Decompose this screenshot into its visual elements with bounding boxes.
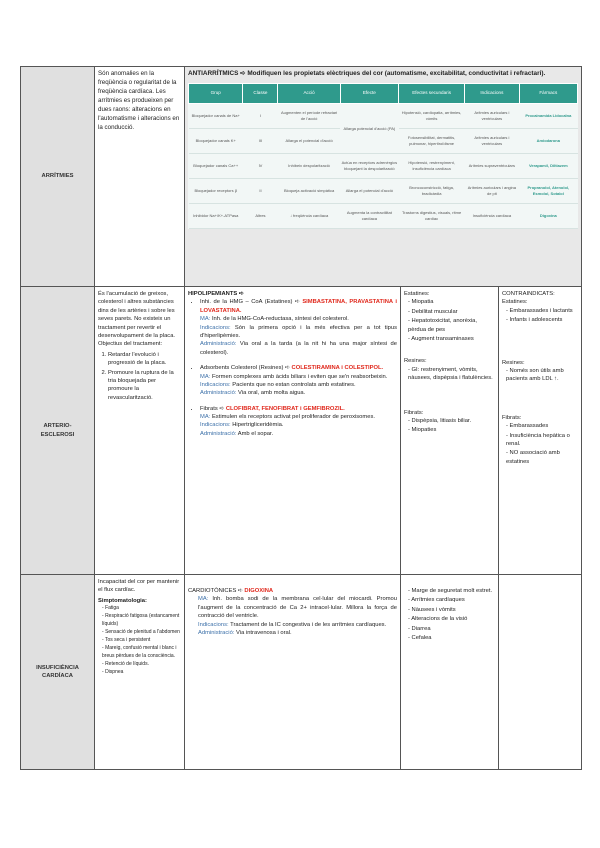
cardiotonics-cell <box>185 575 401 770</box>
digoxina-side-effects <box>401 575 499 770</box>
table-cell: Bloquejador canals K+ <box>189 128 243 153</box>
list-item: - Hepatotoxicitat, anorèxia, pèrdua de pes <box>408 317 495 334</box>
table-cell: Trastorns digestius, visuals, ritme cardíac <box>399 203 465 228</box>
ind-text: Tractament de la IC congestiva i de les arrítmies cardíaques. <box>230 621 387 628</box>
list-item: - Mareig, confusió mental i blanc i breus pèrdues de la consciència. <box>102 645 181 660</box>
group-drugs: CLOFIBRAT, FENOFIBRAT i GEMFIBROZIL. <box>225 405 345 412</box>
list-item: - Infants i adolescents <box>506 316 578 324</box>
empty-cell <box>499 575 582 770</box>
hipolipemiants-list <box>188 298 397 438</box>
list-item: - Sensació de plenitud a l'abdomen <box>102 629 181 636</box>
table-row <box>189 103 578 128</box>
group-name: Adsorbents Colesterol (Resines) ➪ <box>200 365 290 372</box>
table-cell: IV <box>243 153 278 178</box>
group-name: Inhi. de la HMG – CoA (Estatines) ➪ <box>200 299 300 306</box>
table-cell-drug: Propranolol, Atenolol, Esmolol, Sotalol <box>519 178 577 203</box>
col-header: Efecte <box>340 83 398 103</box>
contraindications-cell <box>499 287 582 575</box>
contra-title: CONTRAINDICATS: <box>502 291 555 297</box>
antiarritmics-header: ANTIARRÍTMICS ➪ Modifiquen les propietats elèctriques del cor (automatisme, excitabilitat, conductivitat i refractari). <box>188 70 546 77</box>
table-cell: I <box>243 103 278 128</box>
antiarritmics-table-wrap <box>188 83 578 229</box>
table-cell: Fotosensibilitat, dermatitis, pulmonar, hipertiroïdisme <box>399 128 465 153</box>
table-cell: II <box>243 178 278 203</box>
list-item: - Cefalea <box>408 634 495 642</box>
ind-text: Hipertrigliceridèmia. <box>232 422 284 429</box>
list-item: - Tos seca i persistent <box>102 637 181 644</box>
table-cell: Broncoconstricció, fatiga, bradicàrdia <box>399 178 465 203</box>
table-cell: Inhibidor Na+/K+-ATPasa <box>189 203 243 228</box>
ind-text: Són la primera opció i la més efectiva per a tot tipus d'hiperlipèmies. <box>200 324 397 339</box>
table-cell: Arítmies supraventriculars <box>465 153 519 178</box>
list-item: - GI: restrenyiment, vòmits, nàusees, dispèpsia i flatulències. <box>408 366 495 383</box>
contra-estatines-title: Estatines: <box>502 299 528 306</box>
ma-text: Inh. bomba sodi de la membrana cel·lular del miocardi. Promou l'augment de la concentració de Ca 2+ intracel·lular. Millora la força de contracció del ventricle. <box>198 596 397 620</box>
list-item: - Miopatia <box>408 298 495 306</box>
table-cell-drug: Digoxina <box>519 203 577 228</box>
arritmies-description-text: Són anomalies en la freqüència o regularitat de la freqüència cardíaca. Les arrítmies es produeixen per dues raons: alteracions en l'automatisme i alteracions en la conducció. <box>98 70 180 131</box>
row-label-arteriosclerosi <box>21 287 95 575</box>
row-label-arritmies: ARRÍTMIES <box>21 67 95 287</box>
estatines-title: Estatines: <box>404 291 430 297</box>
list-item: - Nàusees i vòmits <box>408 606 495 614</box>
ma-text: Inh. de la HMG-CoA-reductasa, síntesi del colesterol. <box>211 316 349 323</box>
ind-label: Indicacions: <box>198 621 229 628</box>
col-header: Acció <box>278 83 340 103</box>
table-cell: Altres <box>243 203 278 228</box>
table-cell: Hipotensió, restrenyiment, insuficiència cardíaca <box>399 153 465 178</box>
row-arteriosclerosi <box>21 287 582 575</box>
fibrats-title: Fibrats: <box>404 409 424 416</box>
table-cell: Insuficiència cardíaca <box>465 203 519 228</box>
list-item: - Augment transaminases <box>408 335 495 343</box>
list-item: - Debilitat muscular <box>408 308 495 316</box>
table-cell: Arítmies auriculars i ventriculars <box>465 128 519 153</box>
ind-label: Indicacions: <box>200 422 231 429</box>
table-cell-drug: Verapamil, Diltiazem <box>519 153 577 178</box>
ind-text: Pacients que no estan controlats amb estatines. <box>232 381 356 388</box>
contra-estatines <box>502 307 578 325</box>
adm-label: Administració: <box>200 390 237 397</box>
table-cell: Hipotensió, cardiopatia, arrítmies, vòmits <box>399 103 465 128</box>
list-item: - Miopaties <box>408 426 495 434</box>
table-cell-drug: Procainamida Lidocaïna <box>519 103 577 128</box>
insuficiencia-description-text: Incapacitat del cor per mantenir el flux cardíac. <box>98 579 180 594</box>
adm-label: Administració: <box>200 430 237 437</box>
ma-label: MA: <box>200 373 211 380</box>
pharmacology-table <box>20 66 582 770</box>
estatines-side-effects <box>404 298 495 343</box>
contra-fibrats <box>502 422 578 466</box>
table-cell: Inhibeix despolarització <box>278 153 340 178</box>
table-cell: Allarga el potencial d'acció <box>278 128 340 153</box>
drug-group <box>200 298 397 357</box>
table-cell: Augmenten el període refractari de l'acció <box>278 103 340 128</box>
col-header: Grup <box>189 83 243 103</box>
cardiotonics-drug: DIGOXINA <box>244 588 274 594</box>
list-item: - Insuficiència hepàtica o renal. <box>506 432 578 449</box>
list-item: - Dispèpsia, litiasis biliar. <box>408 417 495 425</box>
table-cell: Allarga el potencial d'acció <box>340 178 398 203</box>
ma-label: MA: <box>200 414 211 421</box>
cardiotonics-title: CARDIOTÒNICES ➪ <box>188 588 243 594</box>
digoxina-side-effects-list <box>404 587 495 642</box>
list-item: - Retenció de líquids. <box>102 661 181 668</box>
antiarritmics-cell <box>185 67 582 287</box>
table-cell: III <box>243 128 278 153</box>
ma-label: MA: <box>200 316 211 323</box>
list-item: - Embarassades <box>506 422 578 430</box>
objectives-list <box>98 351 181 402</box>
ma-label: MA: <box>198 596 209 603</box>
cardiotonics-heading <box>188 587 397 595</box>
symptoms-list <box>98 605 181 676</box>
table-cell: Bloquejador canals Ca++ <box>189 153 243 178</box>
row-insuficiencia <box>21 575 582 770</box>
col-header: Fàrmacs <box>519 83 577 103</box>
list-item: - Fatiga <box>102 605 181 612</box>
list-item: 2. Promoure la ruptura de la tria bloquejada per promoure la revascularització. <box>108 369 181 403</box>
col-header: Classe <box>243 83 278 103</box>
table-cell: Actúa en receptors adrenèrgics bloquejant la despolarització <box>340 153 398 178</box>
adm-text: Via oral, amb molta aigua. <box>238 390 306 397</box>
fibrats-side-effects <box>404 417 495 435</box>
insuficiencia-description <box>95 575 185 770</box>
antiarritmics-header-row <box>189 83 578 103</box>
group-drugs: COLESTIRAMINA i COLESTIPOL. <box>291 365 384 372</box>
row-label-insuficiencia-text: INSUFICIÈNCIA CARDÍACA <box>36 664 79 679</box>
col-header: Indicacions <box>465 83 519 103</box>
table-row <box>189 178 578 203</box>
list-item: - NO associació amb estatines <box>506 449 578 466</box>
contra-resines <box>502 367 578 384</box>
row-label-arteriosclerosi-text: ARTERIO- ESCLEROSI <box>40 423 75 438</box>
list-item: - Arrítmies cardíaques <box>408 596 495 604</box>
side-effects-cell <box>401 287 499 575</box>
simptom-title: Simptomatologia: <box>98 597 147 604</box>
ma-text: Formen complexes amb àcids biliars i eviten que se'n reabsorbeixin. <box>211 373 388 380</box>
table-cell: ↓ freqüència cardíaca <box>278 203 340 228</box>
col-header: Efectes secundaris <box>399 83 465 103</box>
table-cell: Arítmies auriculars i angina de pit <box>465 178 519 203</box>
table-cell-drug: Amiodarona <box>519 128 577 153</box>
group-drugs: SIMBASTATINA, PRAVASTATINA i LOVASTATINA. <box>200 299 397 314</box>
adm-text: Via intravenosa i oral. <box>236 629 292 636</box>
resines-title: Resines: <box>404 358 427 365</box>
list-item: - Marge de seguretat molt estret. <box>408 587 495 595</box>
table-cell: Arítmies auriculars i ventriculars <box>465 103 519 128</box>
table-row <box>189 153 578 178</box>
drug-group <box>200 405 397 439</box>
table-cell: Allarga potencial d'acció (PA) <box>340 103 398 153</box>
contra-fibrats-title: Fibrats: <box>502 414 522 421</box>
list-item: - Respiració fatigosa (estancament líquids) <box>102 613 181 628</box>
list-item: - Només son útils amb pacients amb LDL ↑. <box>506 367 578 384</box>
arritmies-description <box>95 67 185 287</box>
cardiotonics-details <box>188 595 397 637</box>
ind-label: Indicacions: <box>200 381 231 388</box>
adm-text: Amb el sopar. <box>237 430 274 437</box>
hipolipemiants-title: HIPOLIPEMIANTS ➪ <box>188 291 244 297</box>
row-arritmies <box>21 67 582 287</box>
table-cell: Bloqueja activació simpàtica <box>278 178 340 203</box>
ind-label: Indicacions: <box>200 324 231 331</box>
table-cell: Augmenta la contractilitat cardíaca <box>340 203 398 228</box>
antiarritmics-table <box>188 83 578 229</box>
arteriosclerosi-intro: És l'acumulació de greixos, colesterol i altres substàncies dins de les artèries i sobre les seves parets. No existeix un tractament per revertir el desenvolupament de la placa. Objectius del tractament: <box>98 291 176 348</box>
list-item: - Embarassades i lactants <box>506 307 578 315</box>
list-item: - Diarrea <box>408 625 495 633</box>
table-cell: Bloquejador canals de Na+ <box>189 103 243 128</box>
adm-text: Via oral a la tarda (a la nit hi ha una major síntesi de colesterol). <box>200 341 397 356</box>
group-name: Fibrats ➪ <box>200 405 225 412</box>
adm-label: Administració: <box>198 629 235 636</box>
table-row <box>189 203 578 228</box>
row-label-insuficiencia <box>21 575 95 770</box>
adm-label: Administració: <box>200 341 237 348</box>
list-item: 1. Retardar l'evolució i progressió de la placa. <box>108 351 181 368</box>
resines-side-effects <box>404 366 495 383</box>
hipolipemiants-cell <box>185 287 401 575</box>
list-item: - Alteracions de la visió <box>408 615 495 623</box>
contra-resines-title: Resines: <box>502 359 525 366</box>
ma-text: Estimulen els receptors activat pel proliferador de peroxisomes. <box>211 414 375 421</box>
list-item: - Dispnea <box>102 669 181 676</box>
table-cell: Bloquejador receptors β <box>189 178 243 203</box>
drug-group <box>200 364 397 398</box>
arteriosclerosi-description <box>95 287 185 575</box>
